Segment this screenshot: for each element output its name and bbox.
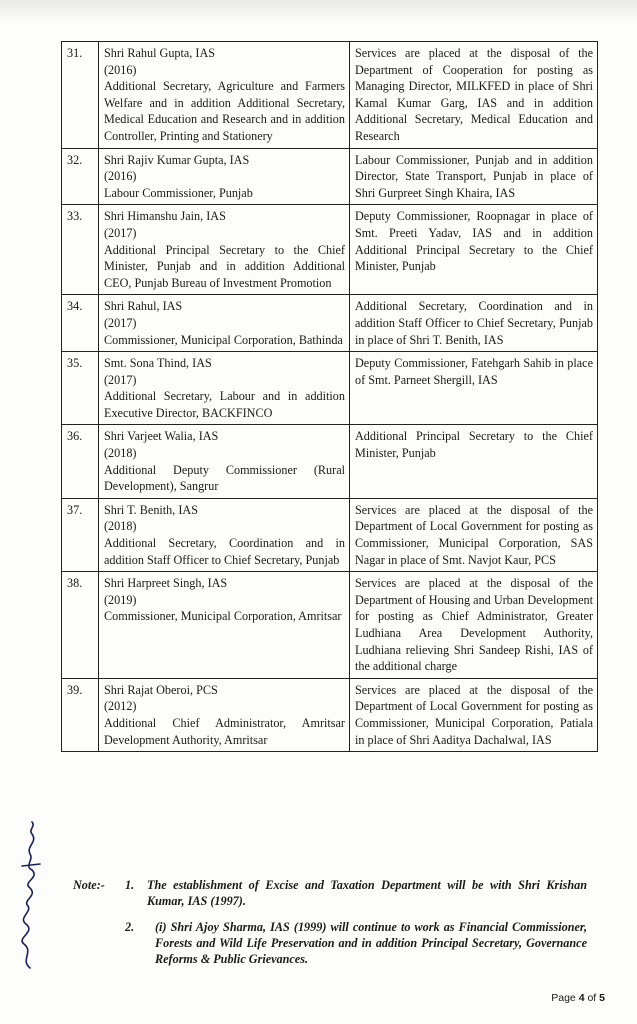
page-total: 5 <box>599 992 605 1004</box>
officer-name: Shri Rajiv Kumar Gupta, IAS <box>104 152 250 167</box>
page-number <box>551 992 605 1004</box>
current-posting: Commissioner, Municipal Corporation, Amritsar <box>104 609 342 624</box>
serial-number: 32. <box>62 148 99 205</box>
officer-name: Shri Himanshu Jain, IAS <box>104 209 226 224</box>
officer-cell <box>99 678 350 751</box>
serial-number: 33. <box>62 205 99 295</box>
serial-number: 34. <box>62 295 99 352</box>
officer-cell <box>99 42 350 149</box>
scan-shadow <box>0 0 637 22</box>
officer-cell <box>99 148 350 205</box>
officer-name: Shri T. Benith, IAS <box>104 502 199 517</box>
note-text: The establishment of Excise and Taxation Department will be with Shri Krishan Kumar, IAS (1997). <box>147 878 587 908</box>
serial-number: 36. <box>62 425 99 498</box>
current-posting: Commissioner, Municipal Corporation, Bathinda <box>104 332 343 347</box>
current-posting: Additional Principal Secretary to the Chief Minister, Punjab and in addition Additional CEO, Punjab Bureau of Investment Promotion <box>104 242 345 290</box>
new-posting: Deputy Commissioner, Fatehgarh Sahib in place of Smt. Parneet Shergill, IAS <box>350 352 598 425</box>
current-posting: Additional Secretary, Labour and in addition Executive Director, BACKFINCO <box>104 389 345 420</box>
current-posting: Labour Commissioner, Punjab <box>104 185 253 200</box>
table-row <box>62 148 598 205</box>
officer-batch: (2016) <box>104 169 137 184</box>
officer-batch: (2018) <box>104 446 137 461</box>
officer-cell <box>99 352 350 425</box>
table-row <box>62 498 598 571</box>
officer-batch: (2012) <box>104 699 137 714</box>
new-posting: Services are placed at the disposal of the Department of Housing and Urban Development for posting as Chief Administrator, Greater Ludhiana Area Development Authority, Ludhiana relieving Shri Sandeep Rishi, IAS of the additional charge <box>350 572 598 679</box>
table-row <box>62 425 598 498</box>
serial-number: 38. <box>62 572 99 679</box>
serial-number: 39. <box>62 678 99 751</box>
officer-name: Shri Rahul, IAS <box>104 299 183 314</box>
table-row <box>62 205 598 295</box>
officer-name: Shri Harpreet Singh, IAS <box>104 576 228 591</box>
page-of: of <box>587 992 597 1004</box>
officer-batch: (2019) <box>104 592 137 607</box>
new-posting: Deputy Commissioner, Roopnagar in place of Smt. Preeti Yadav, IAS and in addition Additional Principal Secretary to the Chief Minister, Punjab <box>350 205 598 295</box>
current-posting: Additional Deputy Commissioner (Rural Development), Sangrur <box>104 462 345 494</box>
officer-batch: (2017) <box>104 372 137 387</box>
table-row <box>62 572 598 679</box>
officer-cell <box>99 205 350 295</box>
table-row <box>62 295 598 352</box>
officer-name: Shri Rahul Gupta, IAS <box>104 46 216 60</box>
current-posting: Additional Chief Administrator, Amritsar Development Authority, Amritsar <box>104 715 345 747</box>
current-posting: Additional Secretary, Agriculture and Farmers Welfare and in addition Additional Secretary, Medical Education and Research and in addition Controller, Printing and Stationery <box>104 79 345 143</box>
handwritten-signature <box>10 820 48 970</box>
new-posting: Services are placed at the disposal of the Department of Local Government for posting as Commissioner, Municipal Corporation, SAS Nagar in place of Smt. Navjot Kaur, PCS <box>350 498 598 571</box>
table-row <box>62 42 598 149</box>
officer-cell <box>99 572 350 679</box>
note-number: 2. <box>125 920 135 934</box>
page-current: 4 <box>578 992 585 1004</box>
table-row <box>62 352 598 425</box>
officer-batch: (2018) <box>104 519 137 534</box>
serial-number: 37. <box>62 498 99 571</box>
new-posting: Services are placed at the disposal of the Department of Cooperation for posting as Managing Director, MILKFED in place of Shri Kamal Kumar Garg, IAS and in addition Additional Secretary, Medical Education and Research <box>350 42 598 149</box>
note-number: 1. <box>125 878 135 892</box>
note-text: (i) Shri Ajoy Sharma, IAS (1999) will continue to work as Financial Commissioner, Forests and Wild Life Preservation and in addition Principal Secretary, Governance Reforms & Public Grievances. <box>155 920 587 966</box>
officer-name: Shri Rajat Oberoi, PCS <box>104 682 218 697</box>
officer-name: Smt. Sona Thind, IAS <box>104 356 212 371</box>
officer-batch: (2016) <box>104 62 137 77</box>
officer-batch: (2017) <box>104 225 137 240</box>
officer-name: Shri Varjeet Walia, IAS <box>104 429 219 444</box>
new-posting: Labour Commissioner, Punjab and in addition Director, State Transport, Punjab in place of Shri Gurpreet Singh Khaira, IAS <box>350 148 598 205</box>
current-posting: Additional Secretary, Coordination and in addition Staff Officer to Chief Secretary, Punjab <box>104 536 345 567</box>
note-label: Note:- <box>73 878 105 892</box>
serial-number: 31. <box>62 42 99 149</box>
new-posting: Additional Secretary, Coordination and in addition Staff Officer to Chief Secretary, Punjab in place of Shri T. Benith, IAS <box>350 295 598 352</box>
new-posting: Services are placed at the disposal of the Department of Local Government for posting as Commissioner, Municipal Corporation, Patiala in place of Shri Aaditya Dachalwal, IAS <box>350 678 598 751</box>
serial-number: 35. <box>62 352 99 425</box>
officer-cell <box>99 498 350 571</box>
officer-cell <box>99 295 350 352</box>
table-row <box>62 678 598 751</box>
officer-cell <box>99 425 350 498</box>
transfer-table <box>61 41 598 752</box>
officer-batch: (2017) <box>104 315 137 330</box>
page-word: Page <box>551 992 576 1004</box>
new-posting: Additional Principal Secretary to the Chief Minister, Punjab <box>350 425 598 498</box>
